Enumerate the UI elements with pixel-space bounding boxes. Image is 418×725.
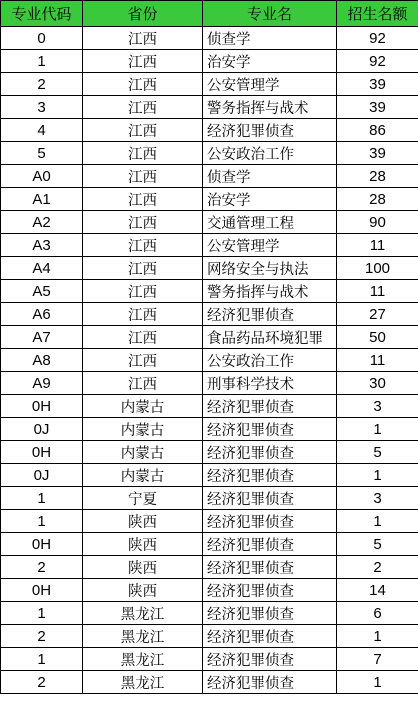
cell-major: 经济犯罪侦查 bbox=[203, 648, 337, 671]
cell-province: 黑龙江 bbox=[83, 625, 203, 648]
cell-quota: 28 bbox=[337, 165, 418, 188]
table-row bbox=[1, 188, 418, 211]
cell-major: 经济犯罪侦查 bbox=[203, 671, 337, 694]
table-row bbox=[1, 257, 418, 280]
table-row bbox=[1, 464, 418, 487]
table-row bbox=[1, 349, 418, 372]
cell-code: A0 bbox=[1, 165, 83, 188]
table-row bbox=[1, 556, 418, 579]
cell-code: A4 bbox=[1, 257, 83, 280]
cell-major: 经济犯罪侦查 bbox=[203, 533, 337, 556]
table-row bbox=[1, 73, 418, 96]
cell-province: 内蒙古 bbox=[83, 395, 203, 418]
cell-code: A6 bbox=[1, 303, 83, 326]
cell-quota: 30 bbox=[337, 372, 418, 395]
cell-code: 0H bbox=[1, 579, 83, 602]
table-row bbox=[1, 648, 418, 671]
cell-province: 江西 bbox=[83, 280, 203, 303]
cell-quota: 14 bbox=[337, 579, 418, 602]
header-province: 省份 bbox=[83, 1, 203, 27]
cell-code: 2 bbox=[1, 671, 83, 694]
cell-code: 0H bbox=[1, 395, 83, 418]
cell-code: 3 bbox=[1, 96, 83, 119]
cell-quota: 92 bbox=[337, 50, 418, 73]
cell-code: 0H bbox=[1, 441, 83, 464]
cell-major: 侦查学 bbox=[203, 27, 337, 50]
cell-major: 经济犯罪侦查 bbox=[203, 579, 337, 602]
cell-code: 2 bbox=[1, 73, 83, 96]
cell-province: 江西 bbox=[83, 165, 203, 188]
table-row bbox=[1, 119, 418, 142]
cell-major: 公安管理学 bbox=[203, 234, 337, 257]
cell-quota: 11 bbox=[337, 349, 418, 372]
cell-quota: 1 bbox=[337, 510, 418, 533]
cell-quota: 86 bbox=[337, 119, 418, 142]
cell-province: 江西 bbox=[83, 257, 203, 280]
table-row bbox=[1, 234, 418, 257]
table-row bbox=[1, 303, 418, 326]
table-row bbox=[1, 372, 418, 395]
cell-code: 4 bbox=[1, 119, 83, 142]
cell-major: 经济犯罪侦查 bbox=[203, 556, 337, 579]
cell-major: 警务指挥与战术 bbox=[203, 96, 337, 119]
cell-major: 经济犯罪侦查 bbox=[203, 418, 337, 441]
cell-major: 刑事科学技术 bbox=[203, 372, 337, 395]
cell-province: 江西 bbox=[83, 142, 203, 165]
cell-major: 经济犯罪侦查 bbox=[203, 602, 337, 625]
cell-code: A8 bbox=[1, 349, 83, 372]
table-header bbox=[1, 1, 418, 27]
cell-major: 侦查学 bbox=[203, 165, 337, 188]
cell-province: 江西 bbox=[83, 27, 203, 50]
cell-code: 2 bbox=[1, 556, 83, 579]
cell-province: 江西 bbox=[83, 349, 203, 372]
cell-major: 公安管理学 bbox=[203, 73, 337, 96]
table-row bbox=[1, 510, 418, 533]
cell-province: 江西 bbox=[83, 50, 203, 73]
header-quota: 招生名额 bbox=[337, 1, 418, 27]
cell-major: 治安学 bbox=[203, 188, 337, 211]
table-row bbox=[1, 96, 418, 119]
table-row bbox=[1, 280, 418, 303]
cell-major: 经济犯罪侦查 bbox=[203, 510, 337, 533]
cell-province: 江西 bbox=[83, 119, 203, 142]
cell-major: 经济犯罪侦查 bbox=[203, 119, 337, 142]
table-row bbox=[1, 326, 418, 349]
cell-code: 1 bbox=[1, 602, 83, 625]
cell-code: A7 bbox=[1, 326, 83, 349]
cell-province: 江西 bbox=[83, 73, 203, 96]
cell-major: 网络安全与执法 bbox=[203, 257, 337, 280]
cell-quota: 90 bbox=[337, 211, 418, 234]
cell-quota: 1 bbox=[337, 671, 418, 694]
table-row bbox=[1, 533, 418, 556]
cell-major: 治安学 bbox=[203, 50, 337, 73]
table-row bbox=[1, 50, 418, 73]
table-row bbox=[1, 165, 418, 188]
cell-province: 江西 bbox=[83, 372, 203, 395]
cell-quota: 100 bbox=[337, 257, 418, 280]
cell-province: 内蒙古 bbox=[83, 441, 203, 464]
cell-province: 黑龙江 bbox=[83, 602, 203, 625]
cell-province: 内蒙古 bbox=[83, 418, 203, 441]
table-row bbox=[1, 142, 418, 165]
table-row bbox=[1, 418, 418, 441]
cell-code: 1 bbox=[1, 648, 83, 671]
cell-code: 0J bbox=[1, 418, 83, 441]
cell-major: 经济犯罪侦查 bbox=[203, 625, 337, 648]
cell-province: 江西 bbox=[83, 326, 203, 349]
cell-major: 公安政治工作 bbox=[203, 142, 337, 165]
cell-code: 1 bbox=[1, 510, 83, 533]
cell-province: 陕西 bbox=[83, 533, 203, 556]
cell-major: 经济犯罪侦查 bbox=[203, 464, 337, 487]
cell-quota: 6 bbox=[337, 602, 418, 625]
cell-quota: 28 bbox=[337, 188, 418, 211]
cell-quota: 27 bbox=[337, 303, 418, 326]
cell-quota: 5 bbox=[337, 441, 418, 464]
table-row bbox=[1, 671, 418, 694]
cell-province: 宁夏 bbox=[83, 487, 203, 510]
cell-code: A2 bbox=[1, 211, 83, 234]
cell-quota: 7 bbox=[337, 648, 418, 671]
cell-province: 江西 bbox=[83, 234, 203, 257]
header-row bbox=[1, 1, 418, 27]
cell-code: 1 bbox=[1, 50, 83, 73]
cell-major: 食品药品环境犯罪 bbox=[203, 326, 337, 349]
table-row bbox=[1, 487, 418, 510]
cell-major: 经济犯罪侦查 bbox=[203, 303, 337, 326]
cell-code: 0H bbox=[1, 533, 83, 556]
cell-province: 内蒙古 bbox=[83, 464, 203, 487]
cell-province: 陕西 bbox=[83, 556, 203, 579]
table-row bbox=[1, 441, 418, 464]
cell-quota: 39 bbox=[337, 73, 418, 96]
cell-province: 陕西 bbox=[83, 579, 203, 602]
cell-quota: 5 bbox=[337, 533, 418, 556]
cell-code: A1 bbox=[1, 188, 83, 211]
cell-province: 江西 bbox=[83, 188, 203, 211]
cell-code: A9 bbox=[1, 372, 83, 395]
cell-code: 1 bbox=[1, 487, 83, 510]
cell-quota: 92 bbox=[337, 27, 418, 50]
header-major: 专业名 bbox=[203, 1, 337, 27]
cell-code: 0J bbox=[1, 464, 83, 487]
cell-major: 公安政治工作 bbox=[203, 349, 337, 372]
table-row bbox=[1, 625, 418, 648]
cell-quota: 1 bbox=[337, 418, 418, 441]
table-row bbox=[1, 211, 418, 234]
header-code: 专业代码 bbox=[1, 1, 83, 27]
cell-code: 5 bbox=[1, 142, 83, 165]
cell-major: 经济犯罪侦查 bbox=[203, 395, 337, 418]
cell-quota: 1 bbox=[337, 625, 418, 648]
table-row bbox=[1, 27, 418, 50]
table-row bbox=[1, 395, 418, 418]
cell-code: A3 bbox=[1, 234, 83, 257]
cell-quota: 11 bbox=[337, 234, 418, 257]
cell-major: 警务指挥与战术 bbox=[203, 280, 337, 303]
table-row bbox=[1, 602, 418, 625]
cell-major: 经济犯罪侦查 bbox=[203, 441, 337, 464]
cell-quota: 2 bbox=[337, 556, 418, 579]
cell-province: 江西 bbox=[83, 303, 203, 326]
table-body bbox=[1, 27, 418, 694]
cell-province: 江西 bbox=[83, 96, 203, 119]
table-row bbox=[1, 579, 418, 602]
cell-province: 江西 bbox=[83, 211, 203, 234]
cell-quota: 11 bbox=[337, 280, 418, 303]
cell-major: 经济犯罪侦查 bbox=[203, 487, 337, 510]
cell-code: 2 bbox=[1, 625, 83, 648]
cell-quota: 3 bbox=[337, 487, 418, 510]
cell-quota: 50 bbox=[337, 326, 418, 349]
cell-code: A5 bbox=[1, 280, 83, 303]
cell-code: 0 bbox=[1, 27, 83, 50]
cell-quota: 3 bbox=[337, 395, 418, 418]
cell-province: 黑龙江 bbox=[83, 671, 203, 694]
cell-province: 黑龙江 bbox=[83, 648, 203, 671]
cell-quota: 1 bbox=[337, 464, 418, 487]
cell-province: 陕西 bbox=[83, 510, 203, 533]
cell-quota: 39 bbox=[337, 142, 418, 165]
cell-major: 交通管理工程 bbox=[203, 211, 337, 234]
cell-quota: 39 bbox=[337, 96, 418, 119]
